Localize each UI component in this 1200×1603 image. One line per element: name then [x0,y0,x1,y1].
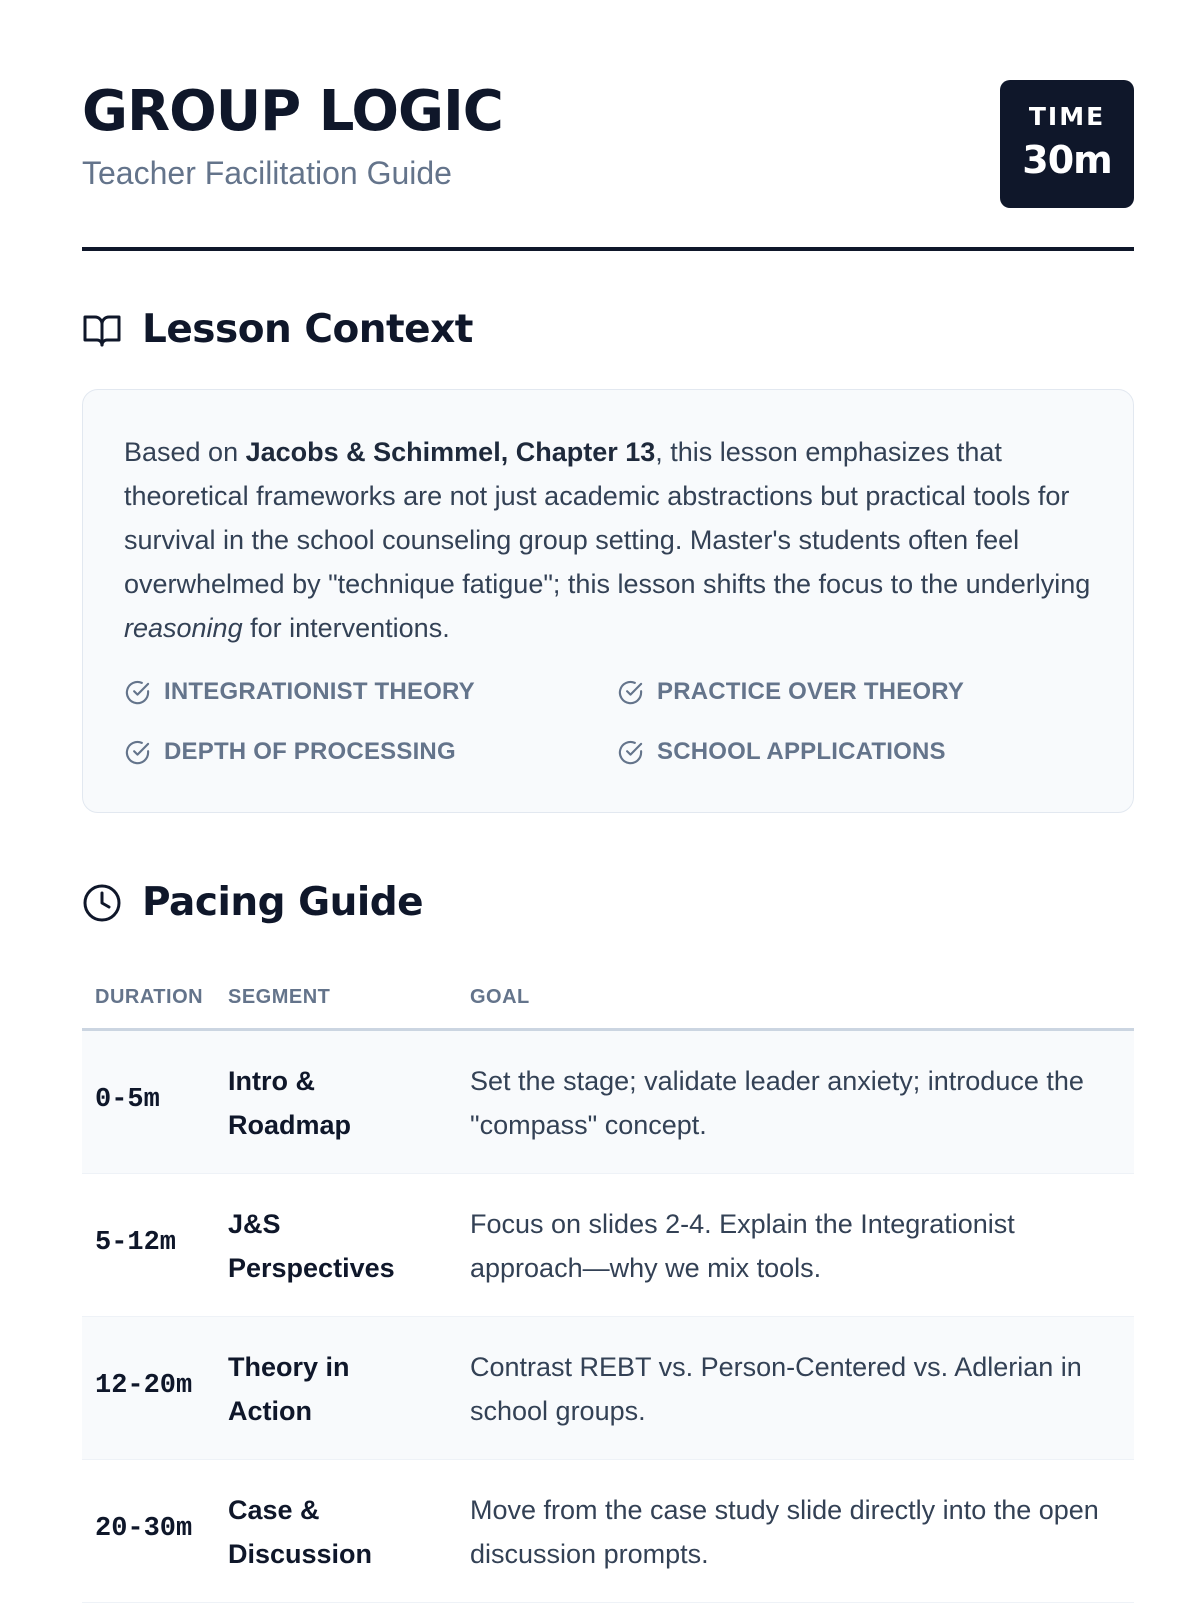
column-header-duration: DURATION [95,986,204,1008]
time-badge-label: TIME [1028,102,1106,131]
duration-cell: 0-5m [95,1085,160,1115]
segment-cell: J&S Perspectives [228,1209,395,1283]
context-text-intro: Based on [124,437,246,467]
pacing-guide-heading [82,878,882,928]
clock-icon [82,883,122,923]
time-badge-value: 30m [1022,138,1112,182]
open-book-icon [82,310,122,350]
column-header-goal: GOAL [470,986,530,1008]
check-circle-icon [124,679,151,706]
duration-cell: 12-20m [95,1371,193,1401]
check-circle-icon [617,739,644,766]
lesson-context-heading [82,305,882,355]
page-subtitle: Teacher Facilitation Guide [82,155,452,191]
lesson-context-card [82,389,1134,813]
goal-cell: Set the stage; validate leader anxiety; introduce the "compass" concept. [470,1066,1084,1140]
segment-cell: Intro & Roadmap [228,1066,352,1140]
pacing-guide-title: Pacing Guide [142,880,424,925]
focus-tag-label: SCHOOL APPLICATIONS [657,738,946,765]
goal-cell: Focus on slides 2-4. Explain the Integrationist approach—why we mix tools. [470,1209,1015,1283]
duration-cell: 20-30m [95,1514,193,1544]
context-source-citation: Jacobs & Schimmel, Chapter 13 [245,437,656,467]
table-row [82,1460,1134,1603]
segment-cell: Theory in Action [228,1352,350,1426]
context-emphasis: reasoning [124,613,243,643]
segment-cell: Case & Discussion [228,1495,373,1569]
goal-cell: Contrast REBT vs. Person-Centered vs. Adlerian in school groups. [470,1352,1082,1426]
check-circle-icon [124,739,151,766]
lesson-context-title: Lesson Context [142,307,473,352]
page-header [82,80,1134,250]
duration-cell: 5-12m [95,1228,177,1258]
context-text-end: for interventions. [242,613,450,643]
focus-tag-label: INTEGRATIONIST THEORY [164,678,475,705]
header-divider [82,247,1134,251]
column-header-segment: SEGMENT [228,986,331,1008]
focus-tag-label: PRACTICE OVER THEORY [657,678,965,705]
table-row [82,1174,1134,1317]
focus-tag-label: DEPTH OF PROCESSING [164,738,456,765]
page-title: GROUP LOGIC [82,79,503,144]
table-row [82,1317,1134,1460]
context-text-body: , this lesson emphasizes that theoretical frameworks are not just academic abstractions but practical tools for survival in the school counseling group setting. Master's students often feel overwhelmed by "technique fatigue"; this lesson shifts the focus to the underlying [124,437,1091,599]
time-badge [1000,80,1134,208]
table-row [82,1031,1134,1174]
goal-cell: Move from the case study slide directly into the open discussion prompts. [470,1495,1099,1569]
lesson-context-text [124,430,1099,650]
check-circle-icon [617,679,644,706]
